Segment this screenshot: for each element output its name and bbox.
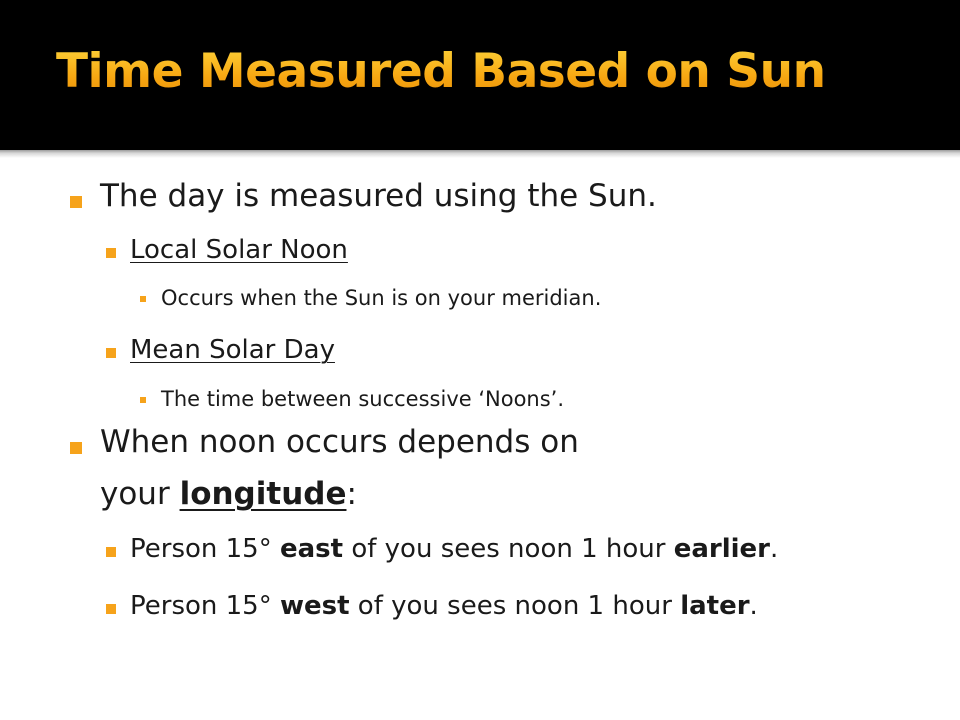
east-keyword: east <box>279 534 344 564</box>
slide-body <box>0 158 960 720</box>
bullet-noon-depends <box>100 424 579 460</box>
subbullet-local-solar-noon <box>130 235 348 265</box>
west-prefix: Person 15° <box>130 591 280 621</box>
east-middle: of you sees noon 1 hour <box>343 534 674 564</box>
subbullet-mean-solar-day <box>130 335 335 365</box>
longitude-colon: : <box>346 476 357 512</box>
title-divider <box>0 150 960 158</box>
detail-meridian-text: Occurs when the Sun is on your meridian. <box>161 286 602 310</box>
longitude-keyword: longitude <box>179 476 347 512</box>
west-period: . <box>749 591 758 621</box>
bullet-square-icon <box>106 547 116 557</box>
bullet-square-icon <box>140 296 146 302</box>
detail-successive-noons-text: The time between successive ‘Noons’. <box>161 387 565 411</box>
west-middle: of you sees noon 1 hour <box>349 591 681 621</box>
detail-successive-noons <box>161 387 564 411</box>
bullet-square-icon <box>106 248 116 258</box>
subbullet-local-solar-noon-text: Local Solar Noon <box>130 235 348 265</box>
slide-title <box>56 44 826 99</box>
detail-meridian <box>161 286 601 310</box>
longitude-prefix: your <box>100 476 180 512</box>
bullet-square-icon <box>106 348 116 358</box>
later-keyword: later <box>680 591 750 621</box>
title-bar <box>0 0 960 150</box>
bullet-square-icon <box>70 196 82 208</box>
bullet-day-measured-text: The day is measured using the Sun. <box>100 178 657 214</box>
west-keyword: west <box>279 591 350 621</box>
east-period: . <box>770 534 779 564</box>
bullet-square-icon <box>140 397 146 403</box>
earlier-keyword: earlier <box>673 534 770 564</box>
bullet-square-icon <box>70 442 82 454</box>
subbullet-mean-solar-day-text: Mean Solar Day <box>130 335 335 365</box>
subbullet-east-earlier <box>130 534 778 564</box>
bullet-noon-depends-line2 <box>100 476 357 512</box>
east-prefix: Person 15° <box>130 534 280 564</box>
bullet-noon-depends-line1: When noon occurs depends on <box>100 424 579 460</box>
bullet-day-measured <box>100 178 657 214</box>
bullet-square-icon <box>106 604 116 614</box>
slide-title-text: Time Measured Based on Sun <box>56 44 826 99</box>
subbullet-west-later <box>130 591 758 621</box>
